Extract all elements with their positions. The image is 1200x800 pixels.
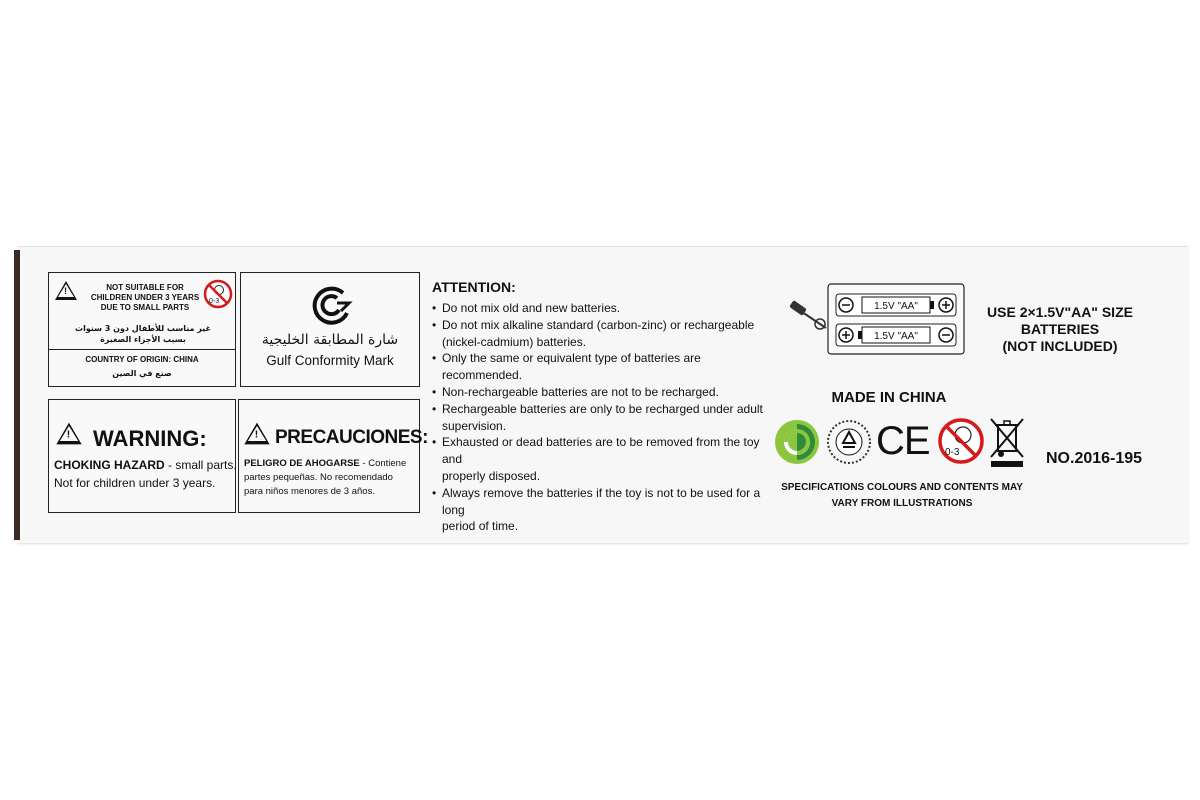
peligro-label: PELIGRO DE AHOGARSE [244, 458, 360, 469]
warning-line-2: Not for children under 3 years. [54, 476, 216, 490]
battery-holder-svg [788, 280, 968, 360]
attention-item-line: supervision. [442, 418, 507, 433]
svg-text:0-3: 0-3 [209, 298, 220, 305]
warning-triangle-icon: ! [55, 281, 77, 305]
svg-text:0-3: 0-3 [945, 447, 960, 458]
age-line-3: DUE TO SMALL PARTS [100, 303, 190, 312]
attention-item-line: • Only the same or equivalent type of batteries are recommended. [442, 351, 701, 383]
warning-es-box [238, 399, 428, 513]
attention-item-line: • Exhausted or dead batteries are to be removed from the toy and [442, 435, 760, 467]
age-line-1: NOT SUITABLE FOR [106, 283, 184, 292]
box-edge [14, 250, 20, 540]
arabic-age-line-1: غير مناسب للأطفال دون 3 سنوات [75, 324, 211, 333]
attention-item-line: • Do not mix old and new batteries. [442, 301, 621, 315]
precauciones-line-3: para niños menores de 3 años. [244, 486, 375, 497]
ce-mark-icon: CE [876, 419, 930, 463]
attention-title: ATTENTION: [432, 279, 516, 295]
disclaimer-line-2: VARY FROM ILLUSTRATIONS [831, 498, 973, 509]
attention-item-line: • Always remove the batteries if the toy is not to be used for a long [442, 485, 761, 517]
attention-item [432, 434, 777, 484]
country-of-origin-ar: صنع في الصين [112, 369, 172, 378]
made-in-china: MADE IN CHINA [831, 389, 947, 406]
precauciones-title: PRECAUCIONES: [275, 427, 428, 448]
attention-item-line: properly disposed. [442, 468, 541, 483]
attention-item-line: • Do not mix alkaline standard (carbon-zinc) or rechargeable [442, 317, 755, 332]
battery-use-line-3: (NOT INCLUDED) [1002, 338, 1118, 354]
gcc-english-text: Gulf Conformity Mark [266, 353, 394, 368]
attention-item [432, 317, 777, 351]
precauciones-line-2: partes pequeñas. No recomendado [244, 472, 393, 483]
arabic-age-line-2: بسبب الأجزاء الصغيرة [100, 335, 186, 344]
age-line-2: CHILDREN UNDER 3 YEARS [90, 293, 200, 302]
green-dot-icon [774, 419, 820, 470]
attention-item [432, 384, 777, 401]
attention-item-line: period of time. [442, 519, 519, 534]
battery-use-line-2: BATTERIES [1020, 321, 1100, 337]
gulf-conformity-box [240, 272, 420, 387]
country-of-origin-en: COUNTRY OF ORIGIN: CHINA [85, 355, 199, 364]
attention-item [432, 485, 777, 535]
under-3-prohibited-icon [203, 279, 233, 314]
choking-hazard-label: CHOKING HAZARD [54, 458, 165, 472]
choking-hazard-rest: - small parts. [164, 458, 237, 472]
battery-use-line-1: USE 2×1.5V"AA" SIZE [987, 304, 1133, 320]
warning-triangle-icon: ! [58, 424, 80, 448]
gulf-conformity-mark-icon [307, 285, 355, 330]
weee-crossed-bin-icon [987, 417, 1027, 474]
under-3-prohibited-icon [937, 417, 985, 470]
age-origin-box [48, 272, 236, 387]
attention-item-line: • Rechargeable batteries are only to be recharged under adult [442, 401, 763, 416]
attention-item [432, 300, 777, 317]
peligro-rest: - Contiene [359, 458, 407, 469]
battery-diagram [788, 280, 968, 360]
disclaimer-line-1: SPECIFICATIONS COLOURS AND CONTENTS MAY [781, 482, 1023, 493]
gcc-arabic-text: شارة المطابقة الخليجية [261, 332, 399, 348]
attention-item-line: (nickel-cadmium) batteries. [442, 334, 587, 349]
battery-cell-label-1: 1.5V "AA" [874, 301, 918, 312]
divider [49, 349, 235, 350]
warning-en-box [48, 399, 236, 513]
battery-cell-label-2: 1.5V "AA" [874, 331, 918, 342]
warning-triangle-icon: ! [246, 424, 268, 448]
attention-item [432, 350, 777, 384]
model-number: NO.2016-195 [1046, 450, 1143, 467]
attention-item [432, 401, 777, 435]
recycle-icon [826, 419, 872, 470]
attention-list [432, 300, 777, 535]
attention-item-line: • Non-rechargeable batteries are not to be recharged. [442, 384, 719, 399]
screwdriver-icon [789, 300, 826, 329]
warning-title: WARNING: [93, 426, 207, 451]
